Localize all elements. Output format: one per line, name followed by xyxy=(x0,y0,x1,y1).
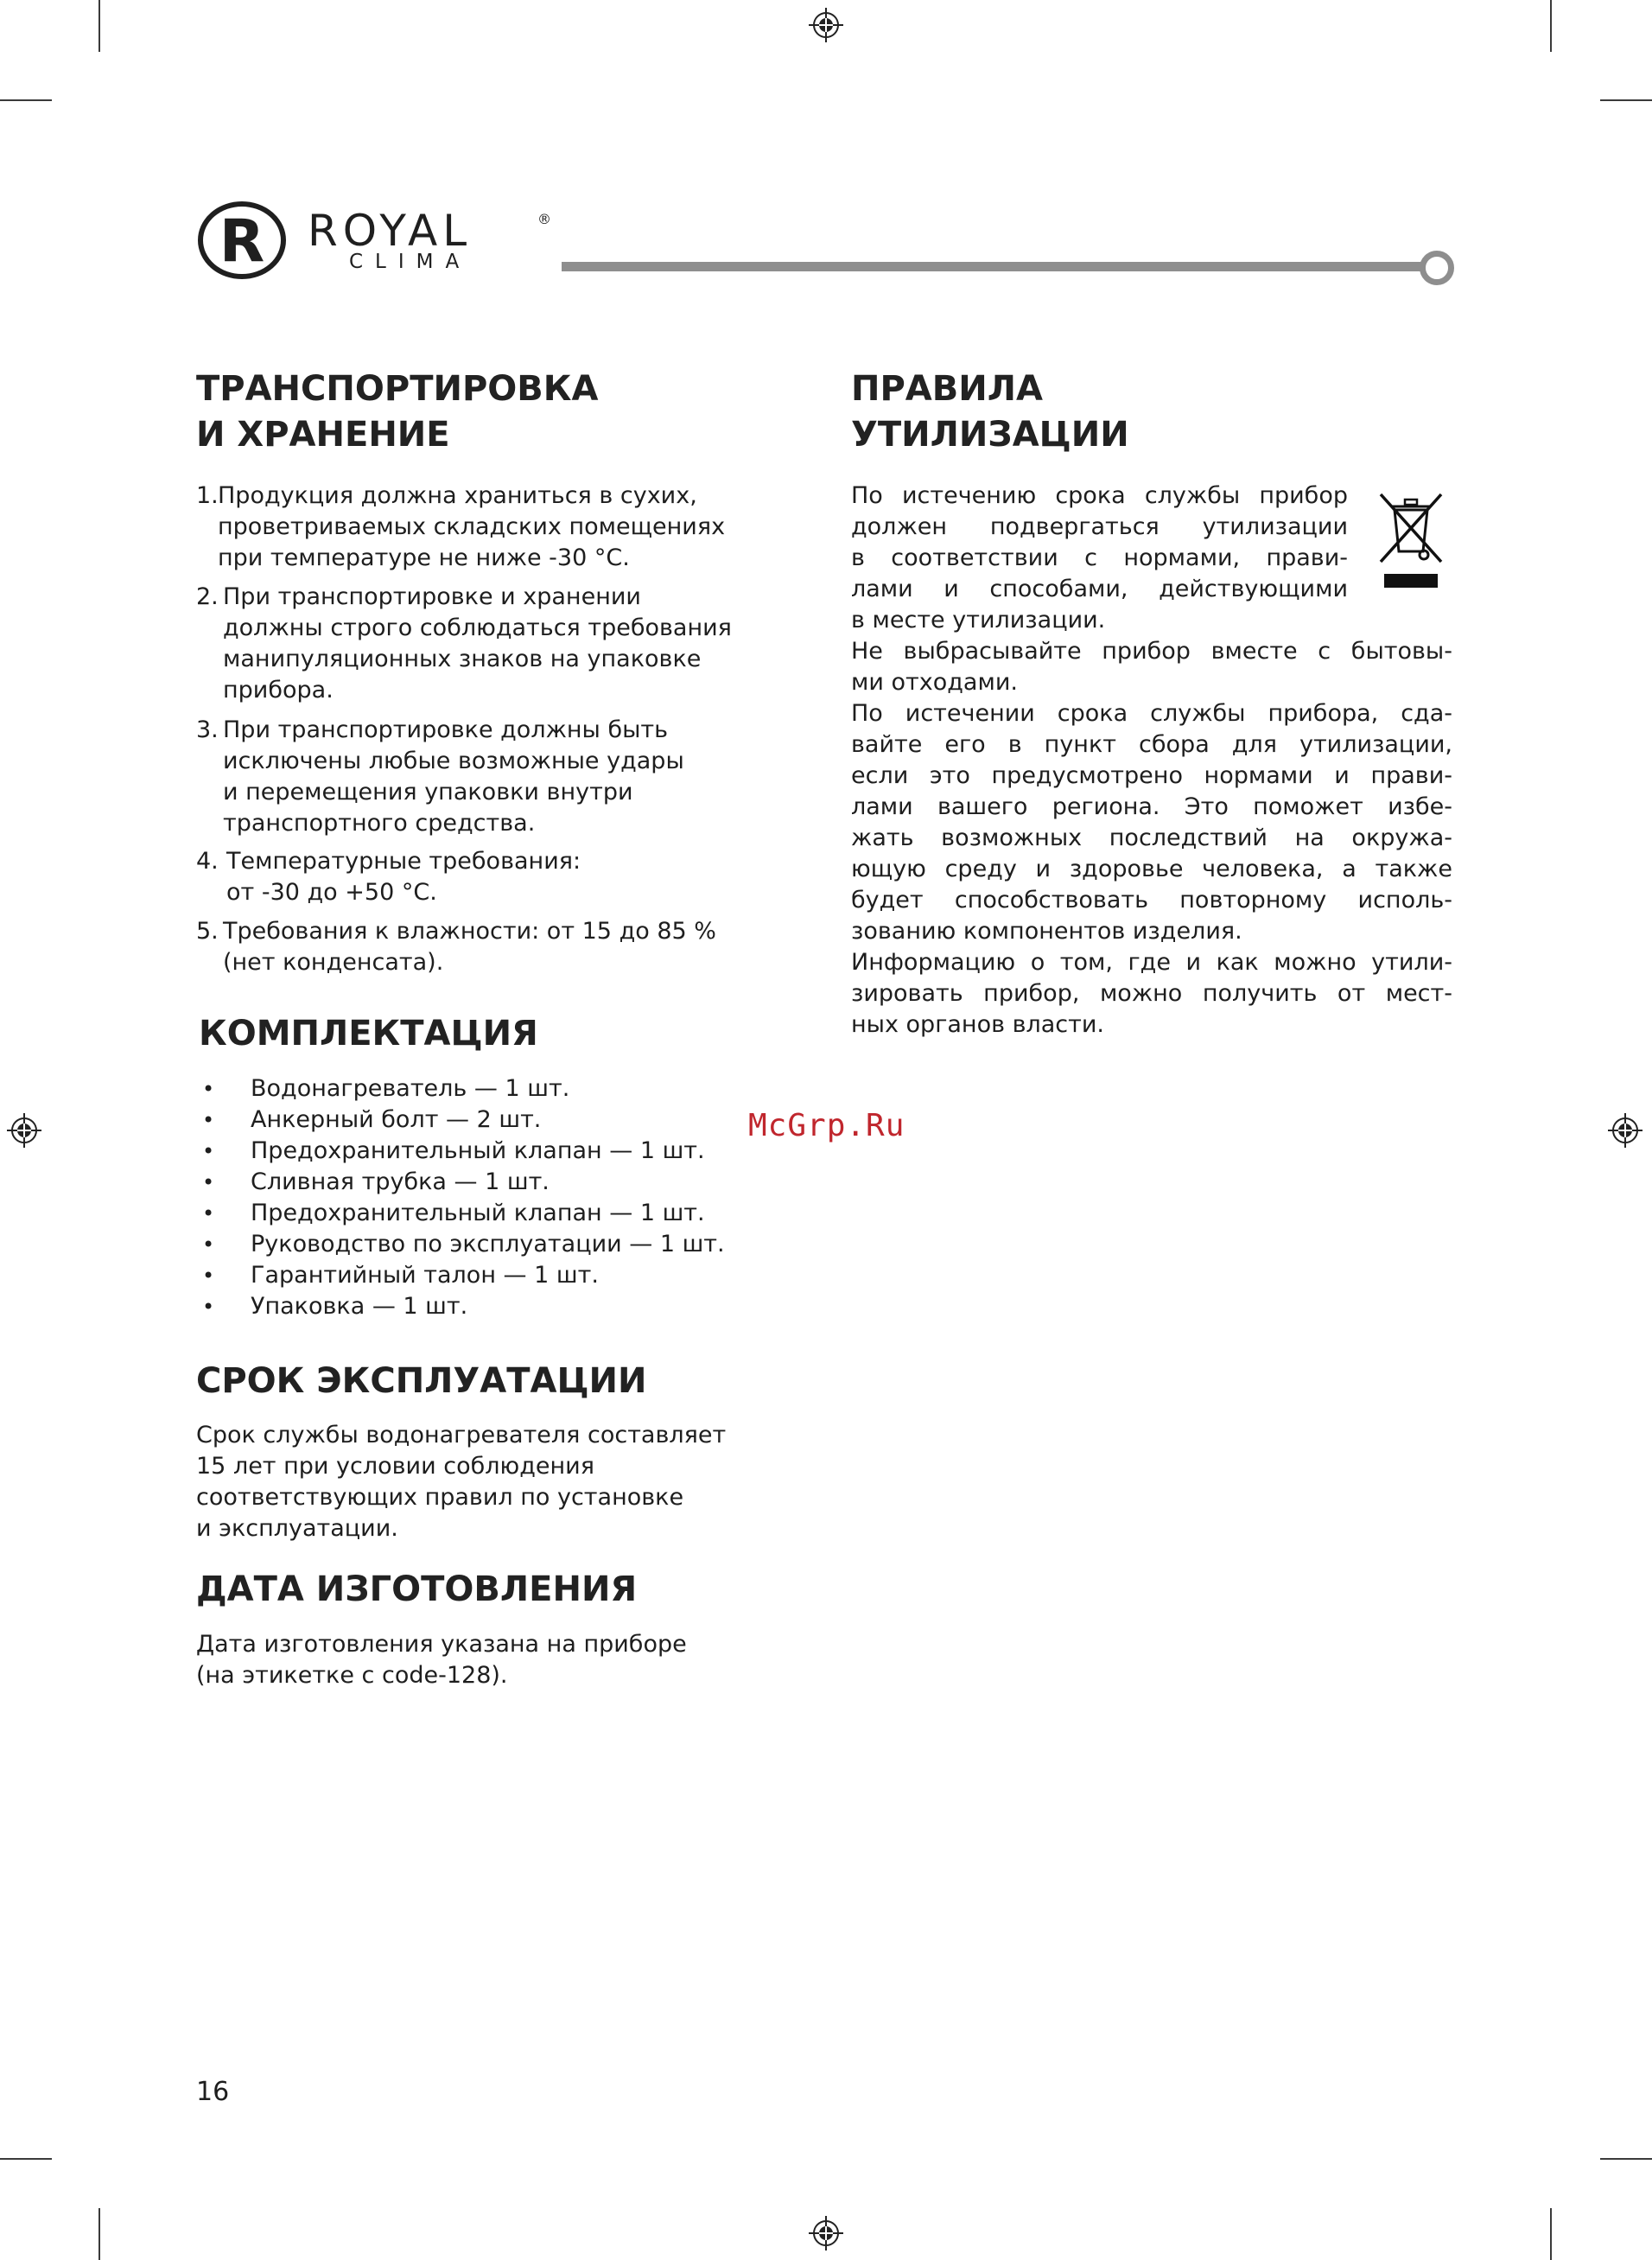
list-item-number: 3. xyxy=(196,716,219,743)
section-title-lifetime: СРОК ЭКСПЛУАТАЦИИ xyxy=(196,1361,647,1401)
list-item: Предохранительный клапан — 1 шт. xyxy=(251,1137,705,1164)
list-item-number: 5. xyxy=(196,918,219,945)
bullet: • xyxy=(202,1139,215,1163)
bullet: • xyxy=(202,1295,215,1319)
list-item: При транспортировке должны быть исключены любые возможные удары и перемещения упаковки внутри транспортного средства. xyxy=(223,716,684,837)
crop-mark xyxy=(1600,2158,1652,2160)
disposal-text: в месте утилизации. Не выбрасывайте прибор вместе с бытовы- ми отходами. По истечении срока службы прибора, сда- вайте его в пункт сбора для утилизации, если это предусмотрено нормами и прави- лами вашего региона. Это поможет избе- жать возможных последствий на окружа- ющую среду и здоровье человека, а также будет способствовать повторному исполь- зованию компонентов изделия. Информацию о том, где и как можно утили- зировать прибор, можно получить от мест- ных органов власти. xyxy=(851,607,1452,1038)
bullet: • xyxy=(202,1108,215,1132)
crop-mark xyxy=(1550,2208,1552,2260)
registration-mark-icon xyxy=(7,1113,41,1148)
list-item: Температурные требования: от -30 до +50 °С. xyxy=(226,848,581,906)
manufacture-date-text: Дата изготовления указана на приборе (на этикетке с code-128). xyxy=(196,1631,687,1689)
crop-mark xyxy=(1600,99,1652,101)
crop-mark xyxy=(0,99,52,101)
section-title-manufacture-date: ДАТА ИЗГОТОВЛЕНИЯ xyxy=(196,1569,638,1609)
lifetime-text: Срок службы водонагревателя составляет 15 лет при условии соблюдения соответствующих правил по установке и эксплуатации. xyxy=(196,1422,727,1542)
list-item: Водонагреватель — 1 шт. xyxy=(251,1075,570,1102)
watermark: McGrp.Ru xyxy=(748,1108,905,1143)
list-item: Руководство по эксплуатации — 1 шт. xyxy=(251,1231,725,1257)
crop-mark xyxy=(0,2158,52,2160)
crop-mark xyxy=(98,0,100,52)
list-item: Анкерный болт — 2 шт. xyxy=(251,1106,542,1133)
registration-mark-icon xyxy=(1608,1113,1642,1148)
brand-name: ROYAL xyxy=(308,206,473,256)
header-rule-end-ring xyxy=(1420,251,1454,285)
list-item-number: 4. xyxy=(196,848,219,875)
bullet: • xyxy=(202,1170,215,1194)
brand-logo-mark xyxy=(197,201,287,280)
header-rule xyxy=(562,262,1422,271)
registration-mark-icon xyxy=(809,8,843,42)
page-number: 16 xyxy=(196,2077,230,2107)
list-item: Упаковка — 1 шт. xyxy=(251,1293,468,1320)
section-title-kit: КОМПЛЕКТАЦИЯ xyxy=(199,1014,538,1054)
bullet: • xyxy=(202,1077,215,1101)
list-item: При транспортировке и хранении должны строго соблюдаться требования манипуляционных знаков на упаковке прибора. xyxy=(223,583,732,703)
list-item: Предохранительный клапан — 1 шт. xyxy=(251,1200,705,1226)
list-item: Сливная трубка — 1 шт. xyxy=(251,1168,550,1195)
crop-mark xyxy=(1550,0,1552,52)
registration-mark-icon xyxy=(809,2216,843,2250)
list-item: Требования к влажности: от 15 до 85 % (нет конденсата). xyxy=(223,918,716,976)
bullet: • xyxy=(202,1201,215,1225)
crossed-out-wheelie-bin-icon xyxy=(1376,487,1446,591)
crop-mark xyxy=(98,2208,100,2260)
bullet: • xyxy=(202,1232,215,1257)
bullet: • xyxy=(202,1264,215,1288)
registered-mark: ® xyxy=(537,211,551,227)
brand-subname: CLIMA xyxy=(349,251,472,273)
list-item: Гарантийный талон — 1 шт. xyxy=(251,1262,599,1289)
disposal-text-narrow: По истечению срока службы прибор должен подвергаться утилизации в соответствии с нормами, прави- лами и способами, действующими xyxy=(851,482,1348,602)
brand-logo-initial: R xyxy=(219,207,265,276)
list-item: Продукция должна храниться в сухих, проветриваемых складских помещениях при температуре не ниже -30 °С. xyxy=(218,482,726,571)
section-title-transport: ТРАНСПОРТИРОВКА И ХРАНЕНИЕ xyxy=(196,369,599,455)
list-item-number: 1. xyxy=(196,482,219,509)
list-item-number: 2. xyxy=(196,583,219,610)
section-title-disposal: ПРАВИЛА УТИЛИЗАЦИИ xyxy=(851,369,1129,455)
